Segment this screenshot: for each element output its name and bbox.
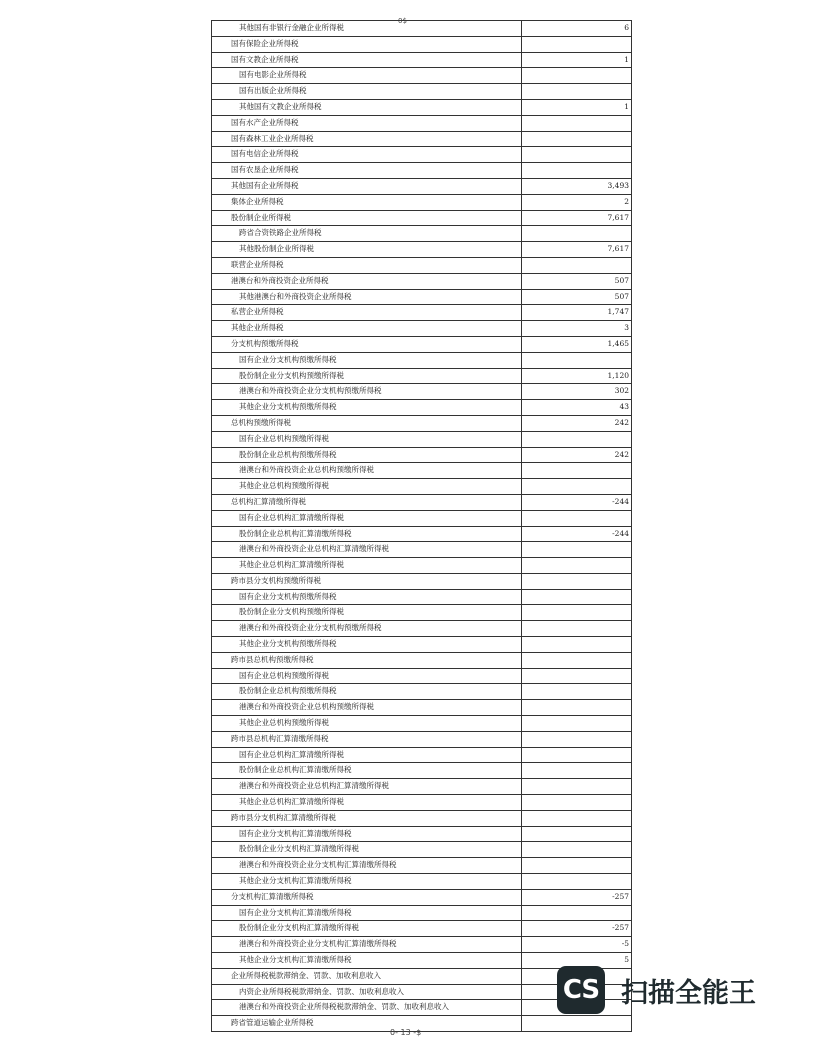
row-label: 其他企业分支机构预缴所得税 — [212, 637, 522, 653]
row-label: 国有企业总机构预缴所得税 — [212, 431, 522, 447]
row-value — [522, 842, 632, 858]
table-row — [212, 558, 632, 574]
row-label: 国有农垦企业所得税 — [212, 163, 522, 179]
row-label: 其他国有文教企业所得税 — [212, 99, 522, 115]
table-row — [212, 400, 632, 416]
row-value — [522, 826, 632, 842]
row-value — [522, 352, 632, 368]
row-value — [522, 147, 632, 163]
row-label: 港澳台和外商投资企业分支机构汇算清缴所得税 — [212, 937, 522, 953]
table-body — [212, 21, 632, 1032]
table-row — [212, 273, 632, 289]
row-value — [522, 795, 632, 811]
row-value: 1 — [522, 99, 632, 115]
table-row — [212, 147, 632, 163]
row-label: 股份制企业总机构预缴所得税 — [212, 684, 522, 700]
row-value — [522, 510, 632, 526]
table-row — [212, 115, 632, 131]
row-value — [522, 747, 632, 763]
table-row — [212, 858, 632, 874]
row-value — [522, 163, 632, 179]
row-value: 3 — [522, 321, 632, 337]
row-value: 5 — [522, 953, 632, 969]
row-label: 其他企业所得税 — [212, 321, 522, 337]
row-label: 其他股份制企业所得税 — [212, 242, 522, 258]
table-row — [212, 494, 632, 510]
table-row — [212, 937, 632, 953]
row-value — [522, 573, 632, 589]
table-row — [212, 131, 632, 147]
table-row — [212, 305, 632, 321]
row-label: 股份制企业总机构汇算清缴所得税 — [212, 763, 522, 779]
row-value: 507 — [522, 273, 632, 289]
table-row — [212, 621, 632, 637]
row-value — [522, 684, 632, 700]
row-value: -244 — [522, 494, 632, 510]
row-value — [522, 226, 632, 242]
row-value — [522, 589, 632, 605]
table-row — [212, 905, 632, 921]
row-label: 港澳台和外商投资企业总机构预缴所得税 — [212, 463, 522, 479]
table-row — [212, 684, 632, 700]
row-label: 股份制企业分支机构预缴所得税 — [212, 605, 522, 621]
row-label: 国有保险企业所得税 — [212, 36, 522, 52]
table-row — [212, 589, 632, 605]
row-label: 其他企业分支机构预缴所得税 — [212, 400, 522, 416]
row-value: 242 — [522, 447, 632, 463]
row-label: 跨省管道运输企业所得税 — [212, 1016, 522, 1032]
table-row — [212, 795, 632, 811]
row-value: 1,465 — [522, 336, 632, 352]
row-value — [522, 652, 632, 668]
row-value: 1 — [522, 52, 632, 68]
row-label: 国有电信企业所得税 — [212, 147, 522, 163]
row-value — [522, 763, 632, 779]
row-value: 242 — [522, 415, 632, 431]
table-row — [212, 747, 632, 763]
row-label: 其他企业总机构预缴所得税 — [212, 716, 522, 732]
table-row — [212, 289, 632, 305]
scanner-watermark — [557, 966, 756, 1014]
table-row — [212, 368, 632, 384]
table-row — [212, 779, 632, 795]
row-label: 分支机构汇算清缴所得税 — [212, 889, 522, 905]
row-label: 其他企业总机构预缴所得税 — [212, 479, 522, 495]
page-header-mark: 0$ — [398, 17, 407, 25]
row-value — [522, 637, 632, 653]
row-label: 港澳台和外商投资企业分支机构预缴所得税 — [212, 621, 522, 637]
table-row — [212, 194, 632, 210]
row-label: 企业所得税税款滞纳金、罚款、加收利息收入 — [212, 968, 522, 984]
row-value: 302 — [522, 384, 632, 400]
row-value — [522, 700, 632, 716]
row-label: 港澳台和外商投资企业总机构汇算清缴所得税 — [212, 542, 522, 558]
table-row — [212, 210, 632, 226]
row-label: 国有企业分支机构预缴所得税 — [212, 589, 522, 605]
table-row — [212, 257, 632, 273]
row-value — [522, 36, 632, 52]
table-row — [212, 384, 632, 400]
row-label: 股份制企业分支机构汇算清缴所得税 — [212, 842, 522, 858]
row-value — [522, 479, 632, 495]
row-value: 1,120 — [522, 368, 632, 384]
row-value — [522, 810, 632, 826]
table-row — [212, 178, 632, 194]
table-row — [212, 1016, 632, 1032]
row-label: 港澳台和外商投资企业所得税 — [212, 273, 522, 289]
table-row — [212, 874, 632, 890]
row-value: 2 — [522, 194, 632, 210]
row-value: 7,617 — [522, 242, 632, 258]
row-label: 国有出版企业所得税 — [212, 84, 522, 100]
row-value — [522, 431, 632, 447]
row-label: 国有企业分支机构汇算清缴所得税 — [212, 905, 522, 921]
row-label: 跨市县总机构预缴所得税 — [212, 652, 522, 668]
table-row — [212, 52, 632, 68]
row-label: 港澳台和外商投资企业所得税税款滞纳金、罚款、加收利息收入 — [212, 1000, 522, 1016]
table-row — [212, 321, 632, 337]
table-row — [212, 731, 632, 747]
table-row — [212, 763, 632, 779]
row-value — [522, 131, 632, 147]
row-label: 港澳台和外商投资企业总机构汇算清缴所得税 — [212, 779, 522, 795]
row-value: -5 — [522, 937, 632, 953]
table-row — [212, 652, 632, 668]
row-value — [522, 668, 632, 684]
row-label: 其他企业总机构汇算清缴所得税 — [212, 795, 522, 811]
row-label: 跨市县分支机构汇算清缴所得税 — [212, 810, 522, 826]
row-value — [522, 605, 632, 621]
row-label: 其他企业分支机构汇算清缴所得税 — [212, 874, 522, 890]
row-label: 其他企业总机构汇算清缴所得税 — [212, 558, 522, 574]
row-value: 6 — [522, 21, 632, 37]
table-row — [212, 242, 632, 258]
row-label: 股份制企业总机构预缴所得税 — [212, 447, 522, 463]
table-row — [212, 68, 632, 84]
table-row — [212, 542, 632, 558]
row-label: 跨市县分支机构预缴所得税 — [212, 573, 522, 589]
row-label: 国有水产企业所得税 — [212, 115, 522, 131]
row-value — [522, 558, 632, 574]
row-value — [522, 542, 632, 558]
table-row — [212, 700, 632, 716]
table-row — [212, 510, 632, 526]
row-label: 国有企业总机构汇算清缴所得税 — [212, 747, 522, 763]
row-value — [522, 463, 632, 479]
row-value — [522, 874, 632, 890]
table-row — [212, 668, 632, 684]
row-label: 内资企业所得税税款滞纳金、罚款、加收利息收入 — [212, 984, 522, 1000]
table-row — [212, 526, 632, 542]
page-number: 0- 13 -$ — [390, 1028, 422, 1037]
row-label: 私营企业所得税 — [212, 305, 522, 321]
table-row — [212, 336, 632, 352]
row-label: 其他港澳台和外商投资企业所得税 — [212, 289, 522, 305]
table-row — [212, 826, 632, 842]
table-row — [212, 810, 632, 826]
row-label: 国有森林工业企业所得税 — [212, 131, 522, 147]
table-row — [212, 226, 632, 242]
table-row — [212, 447, 632, 463]
row-value — [522, 1016, 632, 1032]
row-label: 联营企业所得税 — [212, 257, 522, 273]
row-value: -244 — [522, 526, 632, 542]
row-value — [522, 716, 632, 732]
row-label: 港澳台和外商投资企业分支机构汇算清缴所得税 — [212, 858, 522, 874]
row-label: 集体企业所得税 — [212, 194, 522, 210]
row-value: 1,747 — [522, 305, 632, 321]
row-value: -257 — [522, 889, 632, 905]
row-label: 其他企业分支机构汇算清缴所得税 — [212, 953, 522, 969]
row-label: 跨市县总机构汇算清缴所得税 — [212, 731, 522, 747]
table-row — [212, 36, 632, 52]
row-label: 港澳台和外商投资企业分支机构预缴所得税 — [212, 384, 522, 400]
tax-revenue-table — [211, 20, 632, 1032]
row-value — [522, 115, 632, 131]
row-value — [522, 84, 632, 100]
row-label: 国有企业分支机构汇算清缴所得税 — [212, 826, 522, 842]
row-label: 总机构预缴所得税 — [212, 415, 522, 431]
row-label: 国有电影企业所得税 — [212, 68, 522, 84]
row-label: 股份制企业总机构汇算清缴所得税 — [212, 526, 522, 542]
table-row — [212, 842, 632, 858]
row-value — [522, 731, 632, 747]
table-row — [212, 21, 632, 37]
row-value: 43 — [522, 400, 632, 416]
row-value — [522, 68, 632, 84]
row-label: 跨省合资铁路企业所得税 — [212, 226, 522, 242]
row-value — [522, 257, 632, 273]
table-row — [212, 637, 632, 653]
table-row — [212, 479, 632, 495]
row-value — [522, 858, 632, 874]
table-row — [212, 573, 632, 589]
row-label: 股份制企业所得税 — [212, 210, 522, 226]
row-label: 总机构汇算清缴所得税 — [212, 494, 522, 510]
table-row — [212, 431, 632, 447]
row-label: 国有企业总机构汇算清缴所得税 — [212, 510, 522, 526]
watermark-text: 扫描全能王 — [621, 977, 756, 1009]
row-label: 国有文教企业所得税 — [212, 52, 522, 68]
row-label: 港澳台和外商投资企业总机构预缴所得税 — [212, 700, 522, 716]
table-row — [212, 716, 632, 732]
table-row — [212, 889, 632, 905]
camscanner-logo-icon: CS — [557, 966, 605, 1014]
table-row — [212, 463, 632, 479]
table-row — [212, 163, 632, 179]
row-value: -257 — [522, 921, 632, 937]
row-label: 股份制企业分支机构汇算清缴所得税 — [212, 921, 522, 937]
table-row — [212, 415, 632, 431]
table-row — [212, 921, 632, 937]
row-value: 7,617 — [522, 210, 632, 226]
row-label: 股份制企业分支机构预缴所得税 — [212, 368, 522, 384]
row-value: 507 — [522, 289, 632, 305]
table-row — [212, 99, 632, 115]
row-value — [522, 905, 632, 921]
row-label: 国有企业分支机构预缴所得税 — [212, 352, 522, 368]
table-row — [212, 352, 632, 368]
row-label: 其他国有企业所得税 — [212, 178, 522, 194]
row-label: 其他国有非银行金融企业所得税 — [212, 21, 522, 37]
row-label: 国有企业总机构预缴所得税 — [212, 668, 522, 684]
row-label: 分支机构预缴所得税 — [212, 336, 522, 352]
table-row — [212, 84, 632, 100]
row-value — [522, 779, 632, 795]
row-value — [522, 621, 632, 637]
table-row — [212, 605, 632, 621]
row-value: 3,493 — [522, 178, 632, 194]
